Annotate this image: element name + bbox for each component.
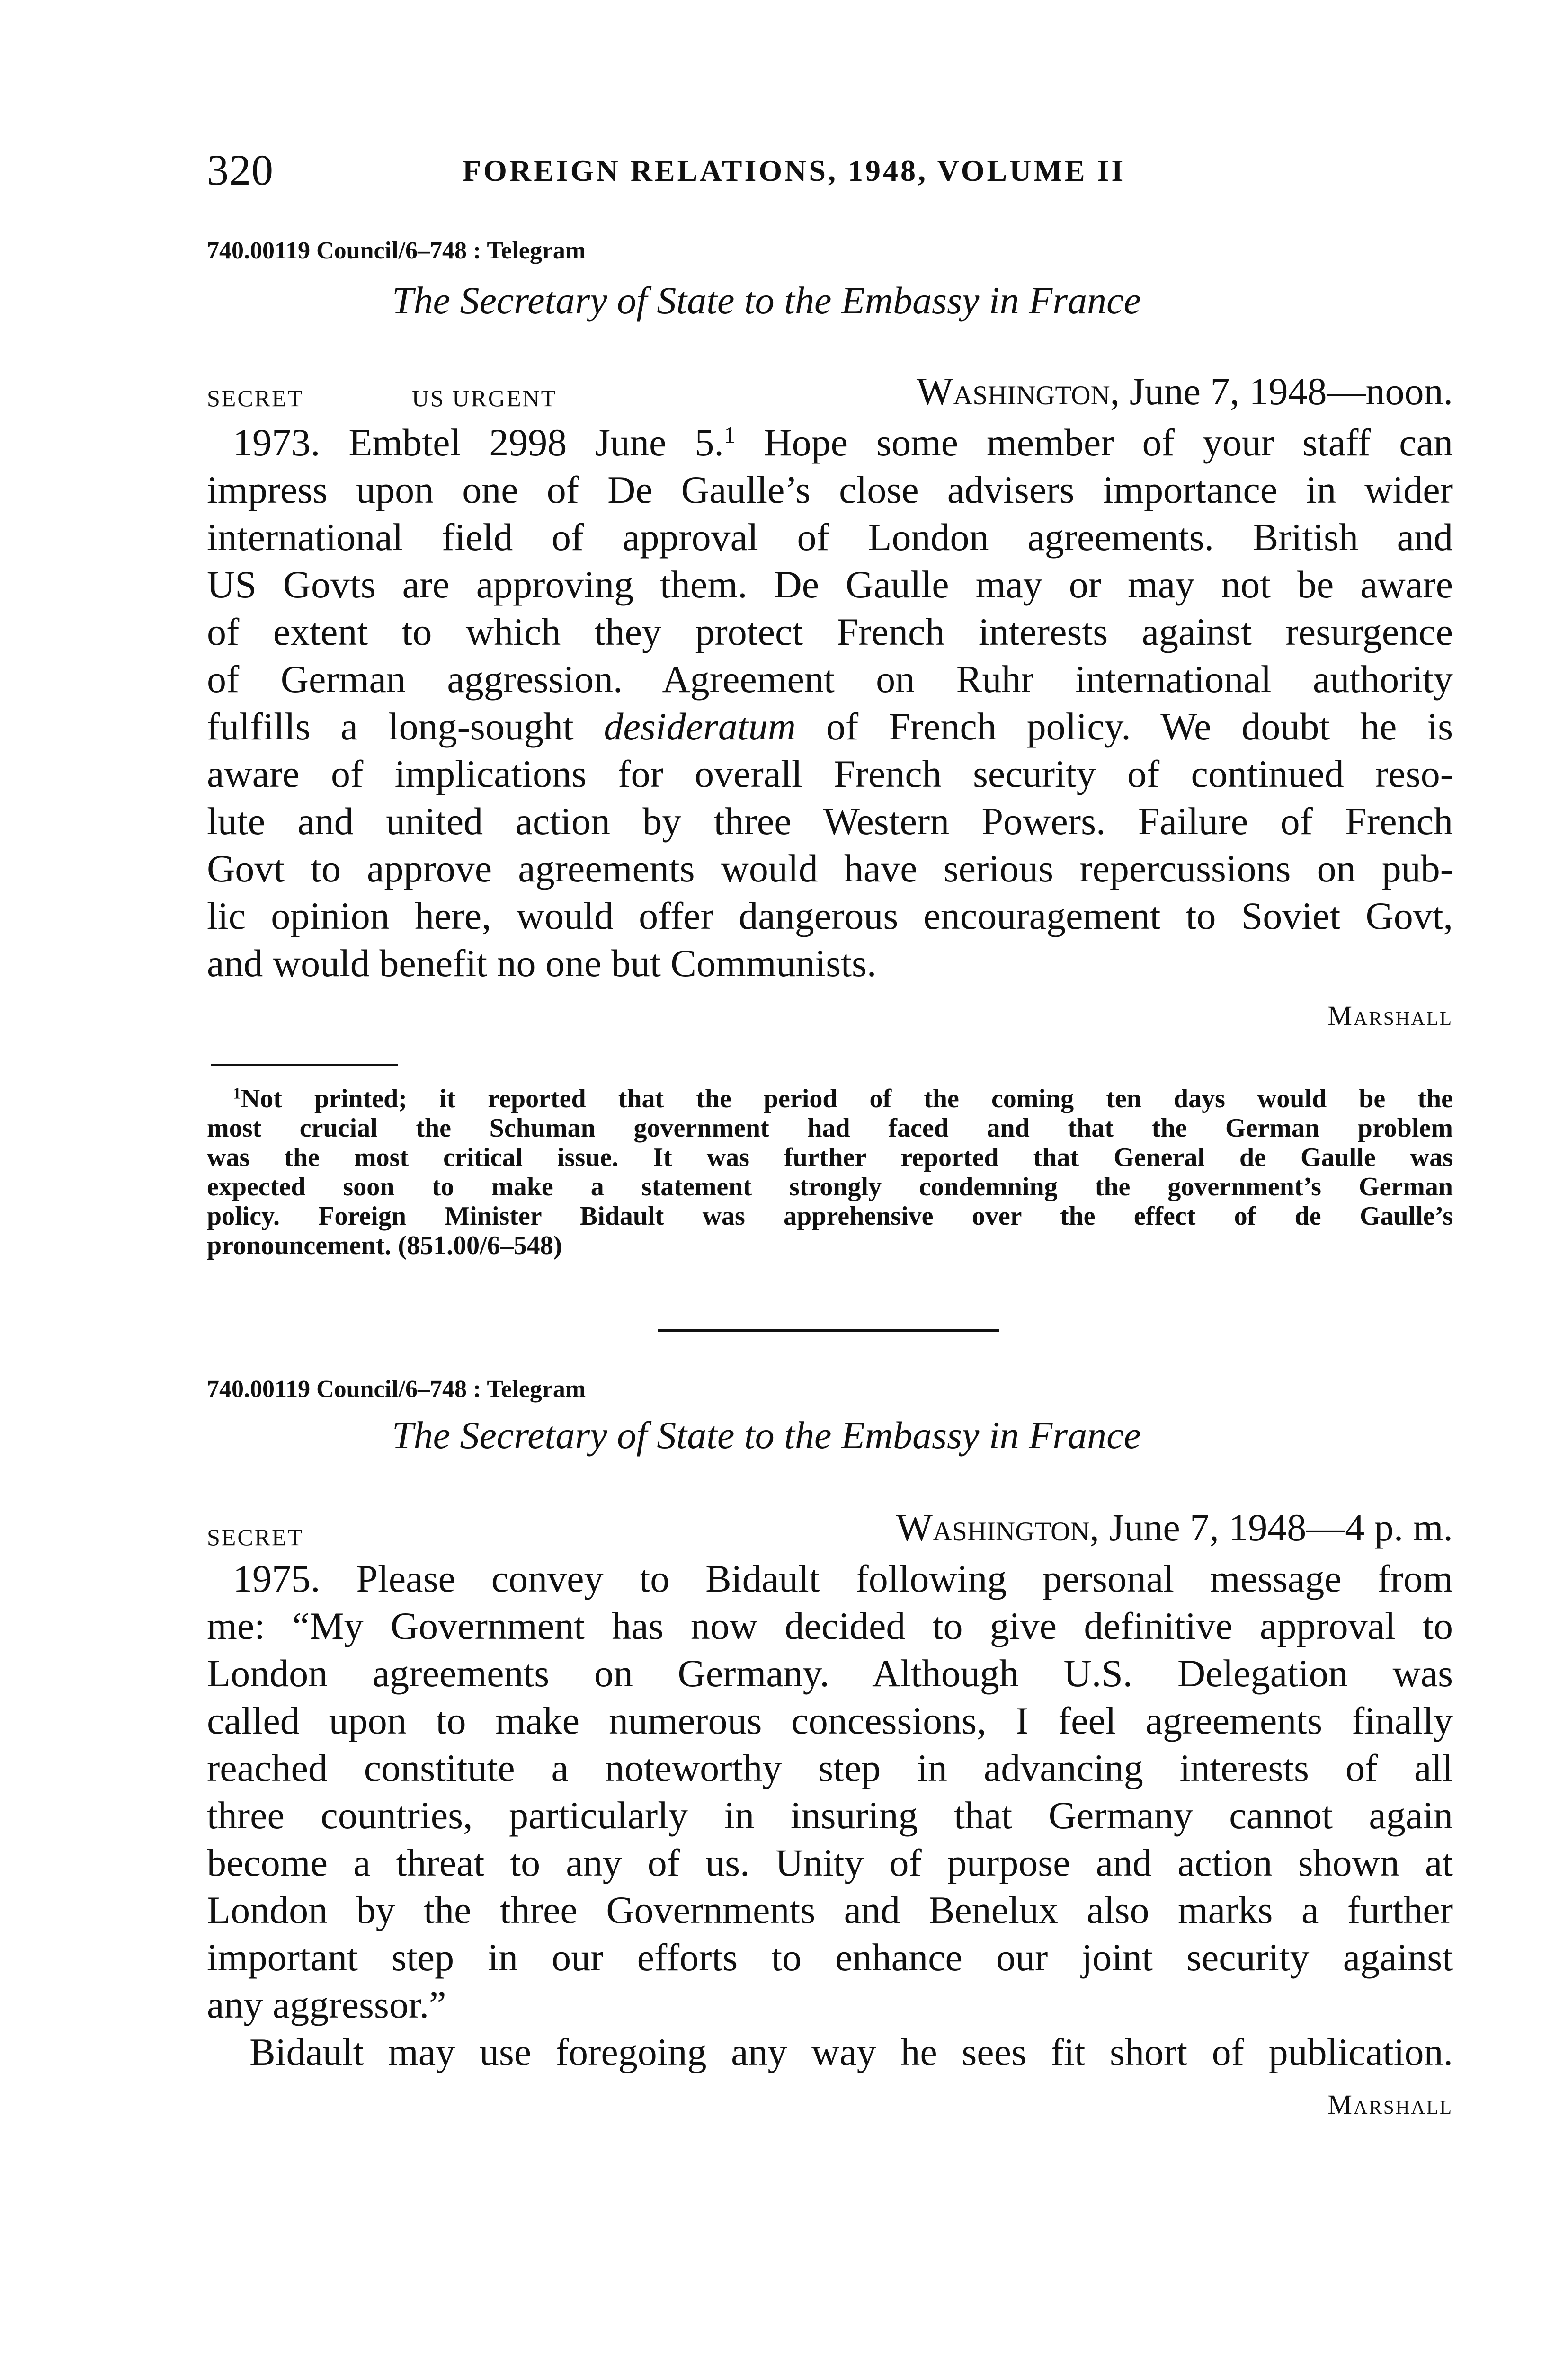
body-line: London agreements on Germany. Although U.S. Delegation was bbox=[207, 1652, 1453, 1695]
footnote-rule bbox=[211, 1064, 398, 1066]
body-line: important step in our efforts to enhance our joint security against bbox=[207, 1936, 1453, 1979]
footnote-line: was the most critical issue. It was further reported that General de Gaulle was bbox=[207, 1143, 1453, 1172]
dateline bbox=[896, 1505, 1453, 1550]
priority-label: US URGENT bbox=[412, 385, 557, 411]
signature: Marshall bbox=[1327, 2089, 1453, 2120]
section-separator bbox=[658, 1329, 999, 1332]
body-line: lic opinion here, would offer dangerous encouragement to Soviet Govt, bbox=[207, 894, 1453, 937]
body-line: US Govts are approving them. De Gaulle may or may not be aware bbox=[207, 563, 1453, 606]
footnote-line: $^1$Not printed; it reported that the period of the coming ten days would be the bbox=[233, 1084, 1453, 1113]
body-line: three countries, particularly in insuring that Germany cannot again bbox=[207, 1794, 1453, 1837]
body-line: London by the three Governments and Benelux also marks a further bbox=[207, 1888, 1453, 1931]
running-head bbox=[207, 145, 1457, 202]
document-title: The Secretary of State to the Embassy in France bbox=[392, 279, 1141, 322]
body-line: and would benefit no one but Communists. bbox=[207, 942, 877, 985]
dateline-place: Washington bbox=[896, 1506, 1090, 1549]
classification-label: SECRET bbox=[207, 1524, 304, 1550]
body-line: of German aggression. Agreement on Ruhr international authority bbox=[207, 658, 1453, 701]
footnote-line: most crucial the Schuman government had faced and that the German problem bbox=[207, 1113, 1453, 1143]
document-title: The Secretary of State to the Embassy in France bbox=[392, 1414, 1141, 1457]
dateline-place: Washington bbox=[916, 370, 1110, 413]
body-line: called upon to make numerous concessions, I feel agreements finally bbox=[207, 1699, 1453, 1742]
file-reference: 740.00119 Council/6–748 : Telegram bbox=[207, 1376, 586, 1403]
body-line: impress upon one of De Gaulle’s close advisers importance in wider bbox=[207, 468, 1453, 511]
footnote-line: policy. Foreign Minister Bidault was apprehensive over the effect of de Gaulle’s bbox=[207, 1201, 1453, 1231]
body-line: aware of implications for overall French security of continued reso- bbox=[207, 752, 1453, 795]
footnote-marker: 1 bbox=[723, 421, 736, 448]
signature: Marshall bbox=[1327, 1000, 1453, 1031]
dateline-date: , June 7, 1948—4 p. m. bbox=[1089, 1506, 1453, 1549]
body-line: reached constitute a noteworthy step in advancing interests of all bbox=[207, 1746, 1453, 1789]
body-line: lute and united action by three Western Powers. Failure of French bbox=[207, 800, 1453, 843]
footnote-line: expected soon to make a statement strongly condemning the government’s German bbox=[207, 1172, 1453, 1201]
dateline-date: , June 7, 1948—noon. bbox=[1110, 370, 1453, 413]
body-line: any aggressor.” bbox=[207, 1983, 446, 2026]
footnote-line: pronouncement. (851.00/6–548) bbox=[207, 1231, 562, 1260]
body-line: Govt to approve agreements would have serious repercussions on pub- bbox=[207, 847, 1453, 890]
body-line-first: 1973. Embtel 2998 June 5.$^1$ Hope some member of your staff can bbox=[233, 421, 1453, 464]
running-title: FOREIGN RELATIONS, 1948, VOLUME II bbox=[463, 154, 1126, 187]
file-reference: 740.00119 Council/6–748 : Telegram bbox=[207, 237, 586, 264]
classification-label: SECRET bbox=[207, 385, 304, 411]
body-line-paragraph: Bidault may use foregoing any way he sees fit short of publication. bbox=[249, 2030, 1453, 2073]
footnote-number: 1 bbox=[233, 1085, 241, 1103]
body-line: me: “My Government has now decided to give definitive approval to bbox=[207, 1604, 1453, 1647]
italic-term: desideratum bbox=[604, 705, 796, 748]
dateline bbox=[917, 369, 1453, 414]
body-line: international field of approval of London agreements. British and bbox=[207, 516, 1453, 559]
body-line: become a threat to any of us. Unity of purpose and action shown at bbox=[207, 1841, 1453, 1884]
page-number: 320 bbox=[207, 146, 274, 194]
body-line: fulfills a long-sought desideratum of French policy. We doubt he is bbox=[207, 705, 1453, 748]
body-line-first: 1975. Please convey to Bidault following personal message from bbox=[233, 1557, 1453, 1600]
body-line: of extent to which they protect French interests against resurgence bbox=[207, 610, 1453, 653]
